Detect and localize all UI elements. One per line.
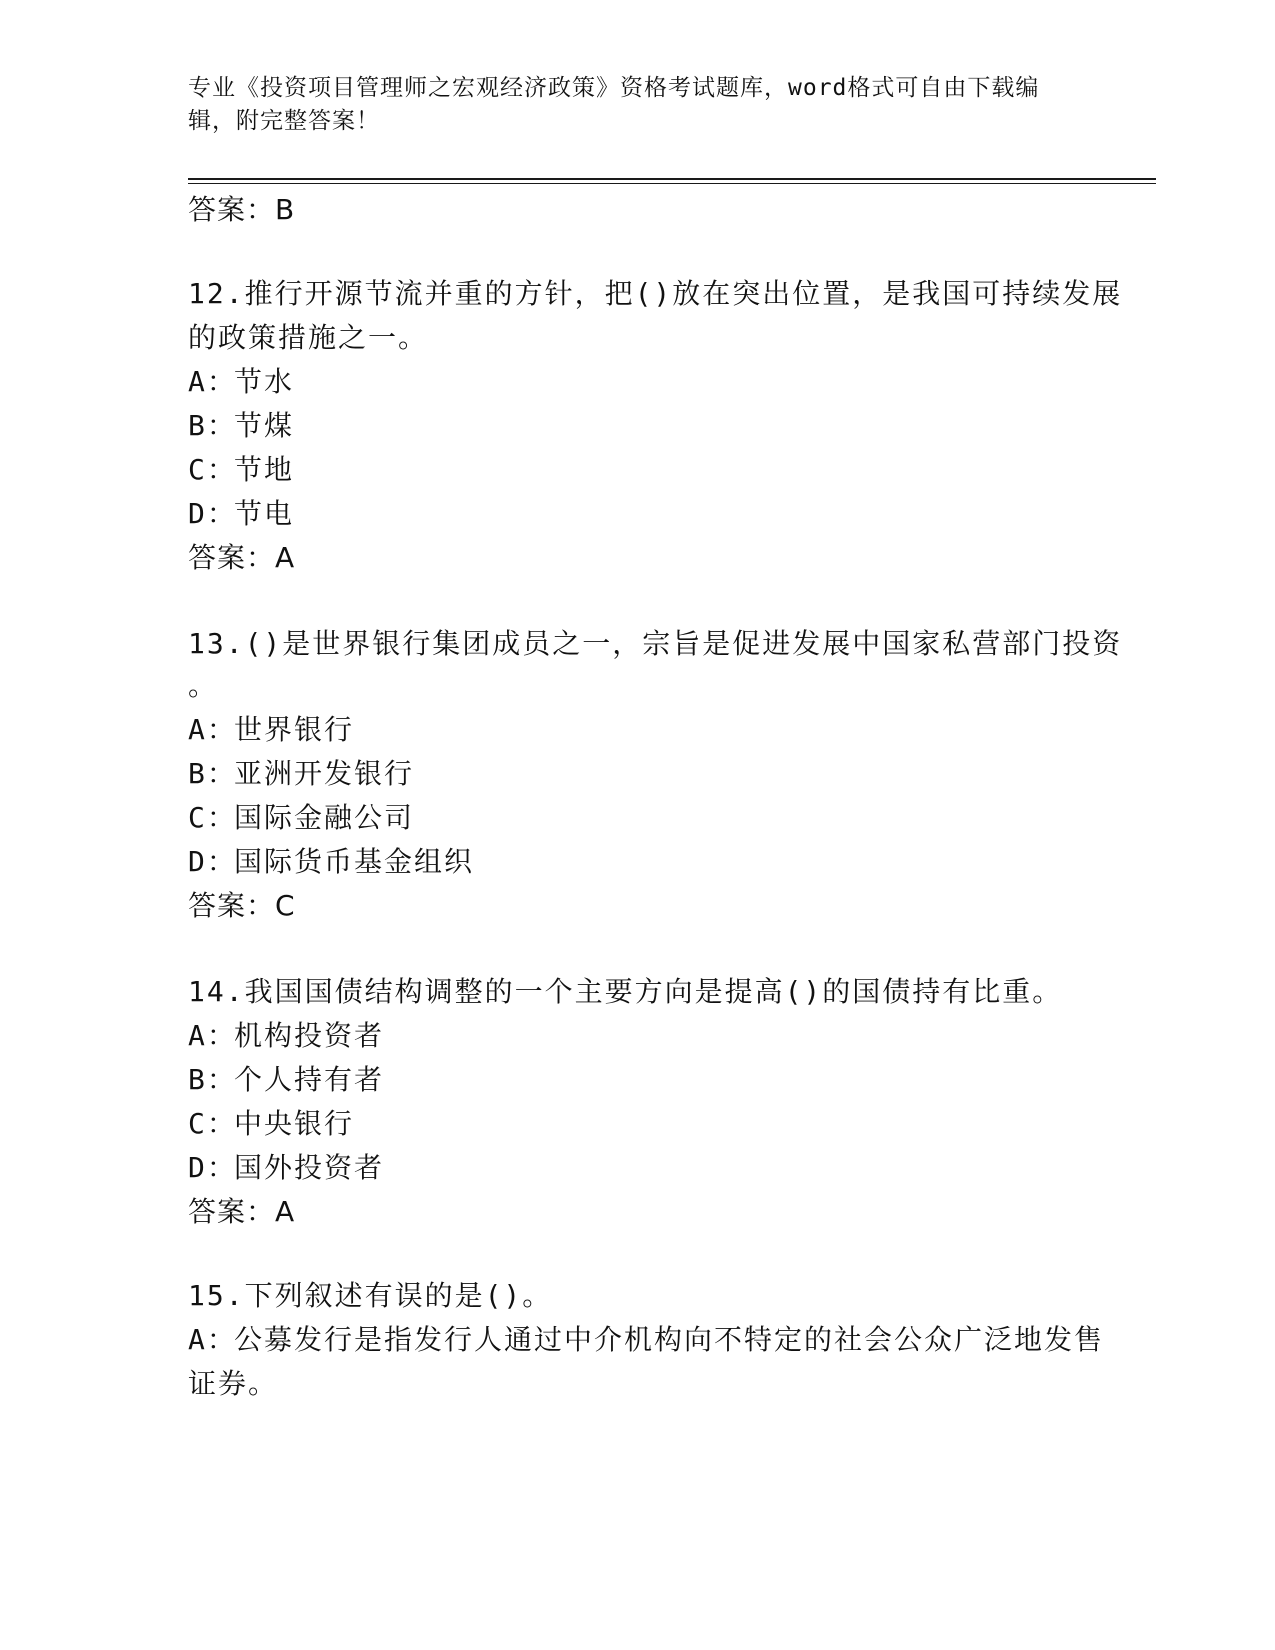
question-13-option-b xyxy=(188,752,414,792)
option-text: 节地 xyxy=(234,453,295,486)
question-12-option-a xyxy=(188,360,294,400)
question-15-line1: 15.下列叙述有误的是()。 xyxy=(188,1279,553,1312)
option-key: A： xyxy=(188,1019,237,1052)
option-key: A： xyxy=(188,713,237,746)
answer-14: 答案：A xyxy=(188,1195,296,1228)
option-key: B： xyxy=(188,1063,237,1096)
option-key: D： xyxy=(188,1151,237,1184)
question-15-option-a-line2: 证券。 xyxy=(188,1367,279,1400)
question-13-option-c xyxy=(188,796,414,836)
option-key: C： xyxy=(188,453,237,486)
question-14-option-c xyxy=(188,1102,354,1142)
question-13-option-d xyxy=(188,840,474,880)
option-text: 节煤 xyxy=(234,409,295,442)
option-text: 个人持有者 xyxy=(234,1063,385,1096)
option-text: 亚洲开发银行 xyxy=(234,757,415,790)
question-12-option-d xyxy=(188,492,294,532)
option-text: 公募发行是指发行人通过中介机构向不特定的社会公众广泛地发售 xyxy=(234,1323,1105,1356)
question-14-line1: 14.我国国债结构调整的一个主要方向是提高()的国债持有比重。 xyxy=(188,975,1063,1008)
question-12-option-c xyxy=(188,448,294,488)
option-text: 国际货币基金组织 xyxy=(234,845,475,878)
question-12-option-b xyxy=(188,404,294,444)
option-text: 节电 xyxy=(234,497,295,530)
question-14-option-b xyxy=(188,1058,384,1098)
option-key: A： xyxy=(188,365,237,398)
question-13-option-a xyxy=(188,708,354,748)
answer-13: 答案：C xyxy=(188,889,296,922)
option-key: B： xyxy=(188,409,237,442)
header-rule-thin xyxy=(188,183,1156,184)
option-key: D： xyxy=(188,845,237,878)
question-14-option-d xyxy=(188,1146,384,1186)
option-key: C： xyxy=(188,1107,237,1140)
question-13-line1: 13.()是世界银行集团成员之一，宗旨是促进发展中国家私营部门投资 xyxy=(188,627,1123,660)
option-key: A： xyxy=(188,1323,237,1356)
option-text: 国际金融公司 xyxy=(234,801,415,834)
option-text: 机构投资者 xyxy=(234,1019,385,1052)
answer-11: 答案：B xyxy=(188,193,296,226)
question-13-line2: 。 xyxy=(188,669,219,702)
question-12-line1: 12.推行开源节流并重的方针，把()放在突出位置，是我国可持续发展 xyxy=(188,277,1123,310)
header-rule-thick xyxy=(188,178,1156,180)
question-12-line2: 的政策措施之一。 xyxy=(188,321,429,354)
option-key: D： xyxy=(188,497,237,530)
answer-12: 答案：A xyxy=(188,541,296,574)
option-key: B： xyxy=(188,757,237,790)
document-header: 专业《投资项目管理师之宏观经济政策》资格考试题库，word格式可自由下载编辑，附完整答案！ xyxy=(188,75,1040,134)
option-text: 节水 xyxy=(234,365,295,398)
option-text: 中央银行 xyxy=(234,1107,355,1140)
question-14-option-a xyxy=(188,1014,384,1054)
option-text: 国外投资者 xyxy=(234,1151,385,1184)
option-text: 世界银行 xyxy=(234,713,355,746)
question-15-option-a xyxy=(188,1318,1104,1358)
option-key: C： xyxy=(188,801,237,834)
